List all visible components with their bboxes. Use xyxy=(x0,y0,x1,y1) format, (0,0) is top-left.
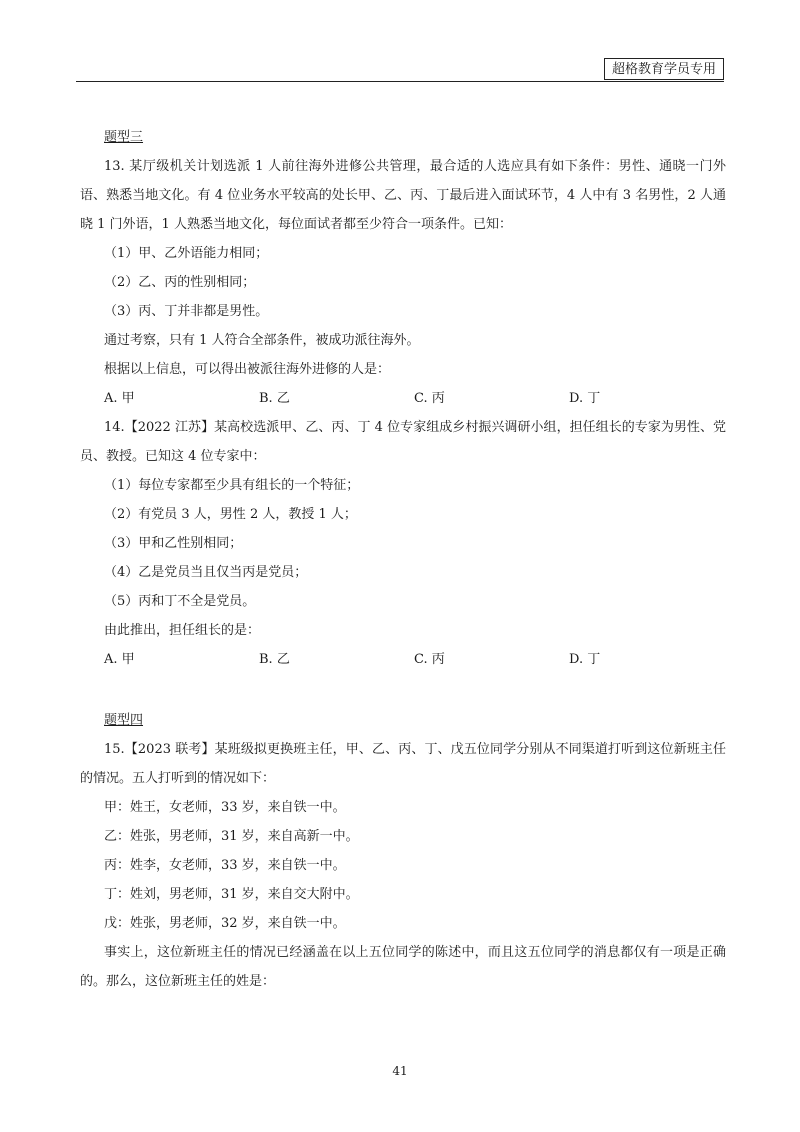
q13-option-d[interactable]: D. 丁 xyxy=(569,391,601,406)
section-title-4: 题型四 xyxy=(104,713,144,728)
header-rule xyxy=(76,81,724,82)
page-content xyxy=(80,124,726,996)
q15-statement-3: 丙：姓李，女老师，33 岁，来自铁一中。 xyxy=(104,858,346,873)
question-13-text: 13. 某厅级机关计划选派 1 人前往海外进修公共管理，最合适的人选应具有如下条件：男性、通晓一门外语、熟悉当地文化。有 4 位业务水平较高的处长甲、乙、丙、丁最后进入面试环节，4 人中有 3 名男性，2 人通晓 1 门外语，1 人熟悉当地文化，每位面试者都至少符合一项条件。已知： xyxy=(80,159,726,232)
q14-options xyxy=(104,645,726,674)
q14-line-1: 由此推出，担任组长的是： xyxy=(104,623,261,638)
q13-line-1: 通过考察，只有 1 人符合全部条件，被成功派往海外。 xyxy=(104,333,420,348)
q13-option-b[interactable]: B. 乙 xyxy=(259,391,290,406)
q15-statement-4: 丁：姓刘，男老师，31 岁，来自交大附中。 xyxy=(104,887,359,902)
q15-statement-2: 乙：姓张，男老师，31 岁，来自高新一中。 xyxy=(104,829,359,844)
section-title-3: 题型三 xyxy=(104,130,144,145)
q13-options xyxy=(104,384,726,413)
q14-option-d[interactable]: D. 丁 xyxy=(569,652,601,667)
q13-option-c[interactable]: C. 丙 xyxy=(414,391,445,406)
q14-option-c[interactable]: C. 丙 xyxy=(414,652,445,667)
q14-condition-3: （3）甲和乙性别相同； xyxy=(104,536,243,551)
question-14-text: 14.【2022 江苏】某高校选派甲、乙、丙、丁 4 位专家组成乡村振兴调研小组，担任组长的专家为男性、党员、教授。已知这 4 位专家中： xyxy=(80,420,726,464)
q13-condition-1: （1）甲、乙外语能力相同； xyxy=(104,246,269,261)
header-stamp: 超格教育学员专用 xyxy=(604,58,724,80)
q14-condition-4: （4）乙是党员当且仅当丙是党员； xyxy=(104,565,308,580)
q14-condition-5: （5）丙和丁不全是党员。 xyxy=(104,594,256,609)
q13-line-2: 根据以上信息，可以得出被派往海外进修的人是： xyxy=(104,362,391,377)
q13-condition-2: （2）乙、丙的性别相同； xyxy=(104,275,256,290)
q13-condition-3: （3）丙、丁并非都是男性。 xyxy=(104,304,269,319)
q14-option-a[interactable]: A. 甲 xyxy=(104,652,135,667)
q14-condition-2: （2）有党员 3 人，男性 2 人，教授 1 人； xyxy=(104,507,357,522)
q14-condition-1: （1）每位专家都至少具有组长的一个特征； xyxy=(104,478,360,493)
section-gap xyxy=(104,674,726,707)
q15-statement-1: 甲：姓王，女老师，33 岁，来自铁一中。 xyxy=(104,800,346,815)
question-15-text: 15.【2023 联考】某班级拟更换班主任，甲、乙、丙、丁、戊五位同学分别从不同渠道打听到这位新班主任的情况。五人打听到的情况如下： xyxy=(80,742,726,786)
q15-line-1: 事实上，这位新班主任的情况已经涵盖在以上五位同学的陈述中，而且这五位同学的消息都仅有一项是正确的。那么，这位新班主任的姓是： xyxy=(80,945,726,989)
q13-option-a[interactable]: A. 甲 xyxy=(104,391,135,406)
q15-statement-5: 戊：姓张，男老师，32 岁，来自铁一中。 xyxy=(104,916,346,931)
page-number: 41 xyxy=(392,1064,408,1078)
q14-option-b[interactable]: B. 乙 xyxy=(259,652,290,667)
